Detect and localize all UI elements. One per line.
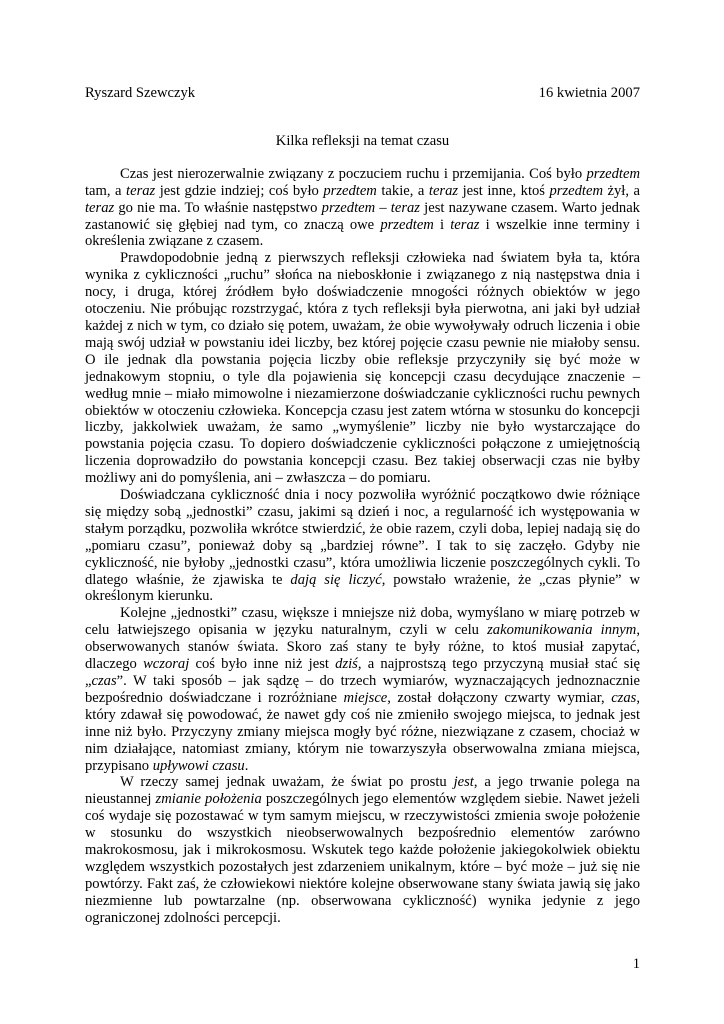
paragraph: W rzeczy samej jednak uważam, że świat po prostu jest, a jego trwanie polega na nieustannej zmianie położenia poszczególnych jego elementów względem siebie. Nawet jeżeli coś wydaje się pozostawać w tym samym miejscu, w rzeczywistości zmienia swoje położenie w stosunku do wszystkich nieobserwowalnych bezpośrednio elementów zarówno makrokosmosu, jak i mikrokosmosu. Wskutek tego każde położenie jakiegokolwiek obiektu względem wszystkich pozostałych jest zdarzeniem unikalnym, które – być może – już się nie powtórzy. Fakt zaś, że człowiekowi niektóre kolejne obserwowane stany świata jawią się jako niezmienne lub powtarzalne (np. obserwowana cykliczność) wynika jedynie z jego ograniczonej zdolności percepcji. [85, 774, 640, 926]
document-body [85, 166, 640, 927]
document-title: Kilka refleksji na temat czasu [275, 132, 450, 149]
page-number: 1 [632, 956, 640, 972]
author-name: Ryszard Szewczyk [85, 85, 196, 101]
paragraph: Czas jest nierozerwalnie związany z poczuciem ruchu i przemijania. Coś było przedtem tam, a teraz jest gdzie indziej; coś było przedtem takie, a teraz jest inne, ktoś przedtem żył, a teraz go nie ma. To właśnie następstwo przedtem – teraz jest nazywane czasem. Warto jednak zastanowić się głębiej nad tym, co znaczą owe przedtem i teraz i wszelkie inne terminy i określenia związane z czasem. [85, 165, 640, 250]
document-date: 16 kwietnia 2007 [538, 85, 640, 101]
paragraph: Kolejne „jednostki” czasu, większe i mniejsze niż doba, wymyślano w miarę potrzeb w celu łatwiejszego opisania w języku naturalnym, czyli w celu zakomunikowania innym, obserwowanych stanów świata. Skoro zaś stany te były różne, to ktoś musiał zapytać, dlaczego wczoraj coś było inne niż jest dziś, a najprostszą tego przyczyną musiał stać się „czas”. W taki sposób – jak sądzę – do trzech wymiarów, wyznaczających jednoznacznie bezpośrednio doświadczane i rozróżniane miejsce, został dołączony czwarty wymiar, czas, który zdawał się powodować, że nawet gdy coś nie zmieniło swojego miejsca, to jednak jest inne niż było. Przyczyny zmiany miejsca mogły być różne, niezwiązane z czasem, chociaż w nim działające, natomiast zmiany, którym nie towarzyszyła obserwowalna zmiana miejsca, przypisano upływowi czasu. [85, 605, 640, 774]
document-header [85, 85, 640, 102]
paragraph: Doświadczana cykliczność dnia i nocy pozwoliła wyróżnić początkowo dwie różniące się między sobą „jednostki” czasu, jakimi są dzień i noc, a regularność ich występowania w stałym porządku, pozwoliła wkrótce stwierdzić, że obie razem, czyli doba, lepiej nadają się do „pomiaru czasu”, ponieważ doby są „bardziej równe”. I tak to się zaczęło. Gdyby nie cykliczność, nie byłoby „jednostki czasu”, która umożliwia liczenie poszczególnych cykli. To dlatego właśnie, że zjawiska te dają się liczyć, powstało wrażenie, że „czas płynie” w określonym kierunku. [85, 487, 640, 605]
paragraph: Prawdopodobnie jedną z pierwszych refleksji człowieka nad światem była ta, która wynika z cykliczności „ruchu” słońca na nieboskłonie i związanego z nią następstwa dnia i nocy, i druga, której źródłem było doświadczenie mnogości różnych obiektów w jego otoczeniu. Nie próbując rozstrzygać, która z tych refleksji była pierwotna, ani jaki był udział każdej z nich w tym, co działo się potem, uważam, że obie wywoływały odruch liczenia i obie mają swój udział w powstaniu idei liczby, bez której pojęcie czasu pewnie nie miałoby sensu. O ile jednak dla powstania pojęcia liczby obie refleksje przyczyniły się być może w jednakowym stopniu, o tyle dla pojawienia się koncepcji czasu decydujące znaczenie – według mnie – miało mimowolne i niezamierzone doświadczanie cykliczności ruchu pewnych obiektów w otoczeniu człowieka. Koncepcja czasu jest zatem wtórna w stosunku do koncepcji liczby, jakkolwiek uważam, że samo „wymyślenie” liczby nie było wystarczające do powstania pojęcia czasu. To dopiero doświadczenie cykliczności połączone z umiejętnością liczenia doprowadziło do powstania koncepcji czasu. Bez takiej obserwacji czas nie byłby możliwy ani do pomyślenia, ani – zwłaszcza – do pomiaru. [85, 250, 640, 487]
document-content [85, 85, 640, 927]
